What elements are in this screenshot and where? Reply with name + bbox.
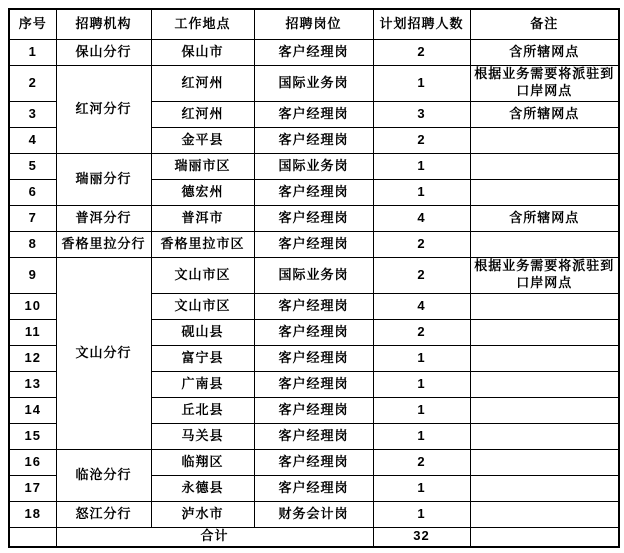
cell-org: 怒江分行 <box>56 501 151 527</box>
cell-total-count: 32 <box>373 527 470 547</box>
cell-no: 13 <box>9 371 56 397</box>
cell-position: 财务会计岗 <box>254 501 373 527</box>
total-row <box>9 527 619 547</box>
cell-remark <box>470 345 619 371</box>
cell-remark <box>470 153 619 179</box>
cell-position: 客户经理岗 <box>254 205 373 231</box>
cell-location: 永德县 <box>151 475 254 501</box>
cell-remark: 含所辖网点 <box>470 101 619 127</box>
cell-location: 瑞丽市区 <box>151 153 254 179</box>
table-row <box>9 449 619 475</box>
cell-count: 2 <box>373 231 470 257</box>
cell-no: 16 <box>9 449 56 475</box>
cell-location: 红河州 <box>151 65 254 101</box>
cell-no: 9 <box>9 257 56 293</box>
cell-remark <box>470 423 619 449</box>
cell-count: 1 <box>373 65 470 101</box>
cell-count: 2 <box>373 319 470 345</box>
cell-org: 红河分行 <box>56 65 151 153</box>
cell-remark <box>470 397 619 423</box>
recruitment-table <box>8 8 620 548</box>
cell-position: 客户经理岗 <box>254 231 373 257</box>
cell-location: 红河州 <box>151 101 254 127</box>
cell-count: 1 <box>373 423 470 449</box>
header-location: 工作地点 <box>151 9 254 39</box>
cell-no: 12 <box>9 345 56 371</box>
cell-count: 4 <box>373 205 470 231</box>
cell-location: 马关县 <box>151 423 254 449</box>
cell-position: 客户经理岗 <box>254 319 373 345</box>
cell-location: 广南县 <box>151 371 254 397</box>
cell-position: 国际业务岗 <box>254 65 373 101</box>
cell-org: 普洱分行 <box>56 205 151 231</box>
cell-position: 客户经理岗 <box>254 127 373 153</box>
cell-remark <box>470 501 619 527</box>
header-remark: 备注 <box>470 9 619 39</box>
cell-count: 2 <box>373 257 470 293</box>
cell-count: 2 <box>373 449 470 475</box>
header-position: 招聘岗位 <box>254 9 373 39</box>
cell-org: 临沧分行 <box>56 449 151 501</box>
cell-remark <box>470 475 619 501</box>
cell-no: 18 <box>9 501 56 527</box>
cell-remark <box>470 179 619 205</box>
cell-count: 1 <box>373 371 470 397</box>
cell-position: 客户经理岗 <box>254 475 373 501</box>
cell-location: 泸水市 <box>151 501 254 527</box>
cell-location: 德宏州 <box>151 179 254 205</box>
cell-location: 临翔区 <box>151 449 254 475</box>
cell-count: 1 <box>373 501 470 527</box>
header-row <box>9 9 619 39</box>
table-row <box>9 39 619 65</box>
cell-count: 1 <box>373 397 470 423</box>
cell-remark <box>470 231 619 257</box>
cell-no: 7 <box>9 205 56 231</box>
header-count: 计划招聘人数 <box>373 9 470 39</box>
cell-location: 保山市 <box>151 39 254 65</box>
cell-count: 2 <box>373 127 470 153</box>
cell-count: 3 <box>373 101 470 127</box>
cell-position: 客户经理岗 <box>254 293 373 319</box>
cell-count: 1 <box>373 179 470 205</box>
cell-remark: 含所辖网点 <box>470 39 619 65</box>
cell-no: 4 <box>9 127 56 153</box>
cell-position: 客户经理岗 <box>254 423 373 449</box>
cell-org: 文山分行 <box>56 257 151 449</box>
cell-no: 10 <box>9 293 56 319</box>
cell-no: 1 <box>9 39 56 65</box>
table-row <box>9 501 619 527</box>
cell-location: 普洱市 <box>151 205 254 231</box>
cell-count: 1 <box>373 153 470 179</box>
cell-no: 8 <box>9 231 56 257</box>
table-row <box>9 65 619 101</box>
cell-count: 4 <box>373 293 470 319</box>
cell-remark: 根据业务需要将派驻到口岸网点 <box>470 257 619 293</box>
cell-position: 客户经理岗 <box>254 179 373 205</box>
cell-location: 香格里拉市区 <box>151 231 254 257</box>
cell-position: 国际业务岗 <box>254 153 373 179</box>
cell-remark <box>470 127 619 153</box>
cell-position: 客户经理岗 <box>254 397 373 423</box>
cell-position: 国际业务岗 <box>254 257 373 293</box>
cell-org: 保山分行 <box>56 39 151 65</box>
cell-no: 3 <box>9 101 56 127</box>
cell-location: 富宁县 <box>151 345 254 371</box>
cell-remark: 含所辖网点 <box>470 205 619 231</box>
cell-no: 11 <box>9 319 56 345</box>
cell-remark <box>470 319 619 345</box>
table-row <box>9 231 619 257</box>
cell-remark: 根据业务需要将派驻到口岸网点 <box>470 65 619 101</box>
header-org: 招聘机构 <box>56 9 151 39</box>
cell-location: 金平县 <box>151 127 254 153</box>
cell-no: 2 <box>9 65 56 101</box>
header-no: 序号 <box>9 9 56 39</box>
cell-position: 客户经理岗 <box>254 449 373 475</box>
cell-location: 文山市区 <box>151 257 254 293</box>
cell-no-empty <box>9 527 56 547</box>
table-row <box>9 257 619 293</box>
table-row <box>9 153 619 179</box>
cell-total-label: 合计 <box>56 527 373 547</box>
cell-remark <box>470 293 619 319</box>
cell-no: 5 <box>9 153 56 179</box>
cell-count: 1 <box>373 475 470 501</box>
cell-remark <box>470 371 619 397</box>
cell-position: 客户经理岗 <box>254 39 373 65</box>
cell-no: 15 <box>9 423 56 449</box>
cell-no: 17 <box>9 475 56 501</box>
cell-count: 2 <box>373 39 470 65</box>
cell-position: 客户经理岗 <box>254 345 373 371</box>
cell-no: 14 <box>9 397 56 423</box>
cell-location: 砚山县 <box>151 319 254 345</box>
cell-org: 瑞丽分行 <box>56 153 151 205</box>
cell-no: 6 <box>9 179 56 205</box>
cell-position: 客户经理岗 <box>254 371 373 397</box>
cell-count: 1 <box>373 345 470 371</box>
cell-location: 丘北县 <box>151 397 254 423</box>
table-row <box>9 205 619 231</box>
cell-org: 香格里拉分行 <box>56 231 151 257</box>
cell-total-remark <box>470 527 619 547</box>
cell-remark <box>470 449 619 475</box>
cell-position: 客户经理岗 <box>254 101 373 127</box>
cell-location: 文山市区 <box>151 293 254 319</box>
